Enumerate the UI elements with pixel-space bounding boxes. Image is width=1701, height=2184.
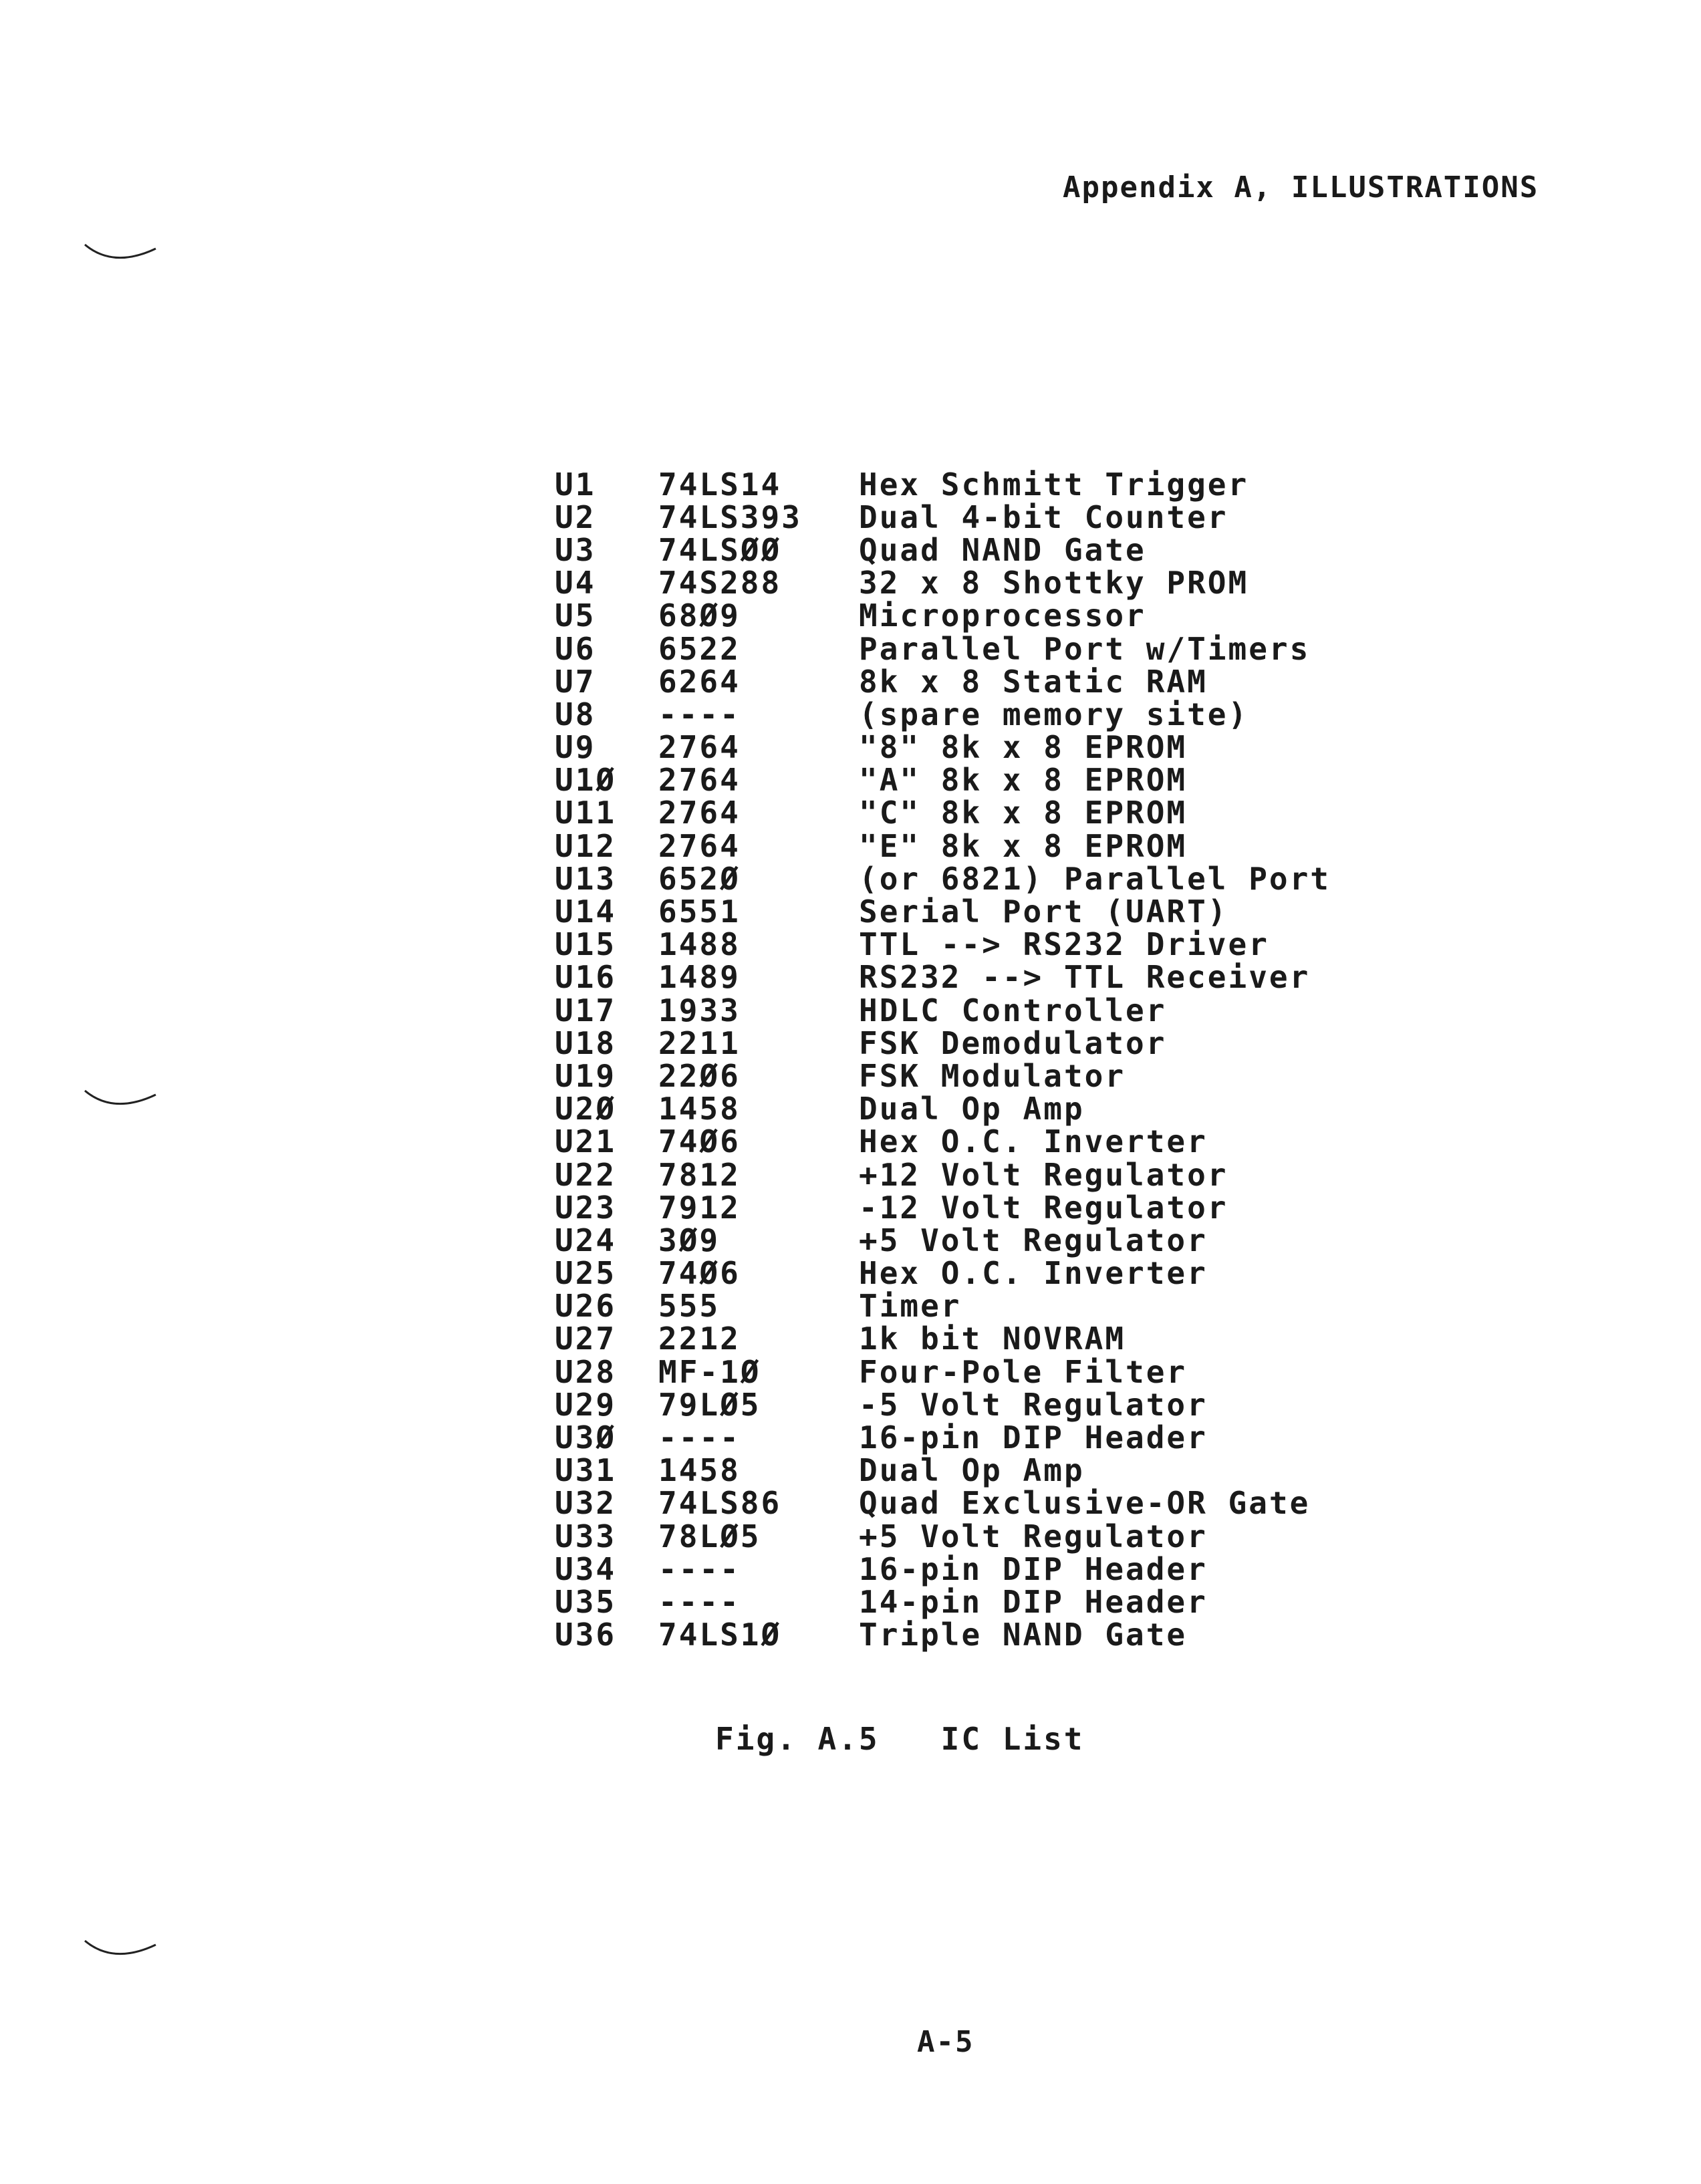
- ic-description: 16-pin DIP Header: [859, 1550, 1208, 1587]
- ic-row: [555, 895, 1331, 928]
- ic-description: -5 Volt Regulator: [859, 1386, 1208, 1423]
- ic-part-number: 74LS86: [658, 1485, 782, 1522]
- ic-part-number: 652Ø: [658, 860, 741, 897]
- ic-part-number: 74S288: [658, 565, 782, 601]
- ic-part-number: 1933: [658, 992, 741, 1029]
- ic-row: [555, 468, 1331, 501]
- binder-hole-mark: [84, 1088, 157, 1115]
- ic-part-number: 6522: [658, 630, 741, 667]
- ic-description: HDLC Controller: [859, 992, 1167, 1029]
- ic-row: [555, 764, 1331, 797]
- ic-ref: U1Ø: [555, 762, 617, 799]
- ic-description: Timer: [859, 1288, 962, 1325]
- ic-part-number: 74LS14: [658, 466, 782, 503]
- ic-row: [555, 1421, 1331, 1454]
- ic-row: [555, 928, 1331, 961]
- ic-part-number: 2764: [658, 827, 741, 864]
- ic-description: 32 x 8 Shottky PROM: [859, 565, 1249, 601]
- binder-hole-mark: [84, 1938, 157, 1965]
- ic-ref: U4: [555, 565, 596, 601]
- ic-ref: U17: [555, 992, 617, 1029]
- ic-description: "A" 8k x 8 EPROM: [859, 762, 1188, 799]
- ic-row: [555, 567, 1331, 599]
- ic-ref: U25: [555, 1255, 617, 1292]
- ic-description: Microprocessor: [859, 597, 1146, 634]
- ic-row: [555, 599, 1331, 632]
- ic-part-number: ----: [658, 1550, 741, 1587]
- ic-part-number: 78LØ5: [658, 1518, 761, 1554]
- ic-row: [555, 1585, 1331, 1618]
- ic-description: Hex O.C. Inverter: [859, 1123, 1208, 1160]
- ic-part-number: ----: [658, 1583, 741, 1620]
- ic-description: Four-Pole Filter: [859, 1353, 1188, 1390]
- page-number: A-5: [917, 2025, 974, 2059]
- ic-part-number: ----: [658, 1419, 741, 1456]
- ic-row: [555, 862, 1331, 895]
- ic-ref: U33: [555, 1518, 617, 1554]
- ic-ref: U9: [555, 729, 596, 766]
- ic-ref: U2Ø: [555, 1091, 617, 1127]
- ic-part-number: 74LS1Ø: [658, 1617, 782, 1653]
- ic-description: 16-pin DIP Header: [859, 1419, 1208, 1456]
- ic-row: [555, 1323, 1331, 1355]
- ic-part-number: 22Ø6: [658, 1057, 741, 1094]
- ic-row: [555, 1224, 1331, 1256]
- ic-row: [555, 1257, 1331, 1290]
- ic-description: +5 Volt Regulator: [859, 1222, 1208, 1258]
- ic-row: [555, 829, 1331, 862]
- ic-part-number: 1458: [658, 1091, 741, 1127]
- ic-part-number: 6264: [658, 663, 741, 700]
- ic-description: Quad Exclusive-OR Gate: [859, 1485, 1311, 1522]
- ic-ref: U1: [555, 466, 596, 503]
- ic-ref: U8: [555, 696, 596, 732]
- ic-part-number: 74Ø6: [658, 1123, 741, 1160]
- figure-caption: Fig. A.5 IC List: [715, 1721, 1085, 1757]
- ic-description: Dual Op Amp: [859, 1452, 1085, 1489]
- ic-description: "8" 8k x 8 EPROM: [859, 729, 1188, 766]
- ic-row: [555, 665, 1331, 698]
- ic-ref: U23: [555, 1189, 617, 1226]
- ic-description: Serial Port (UART): [859, 894, 1228, 930]
- ic-row: [555, 1355, 1331, 1388]
- ic-description: 14-pin DIP Header: [859, 1583, 1208, 1620]
- ic-description: (spare memory site): [859, 696, 1249, 732]
- ic-description: FSK Modulator: [859, 1057, 1126, 1094]
- ic-part-number: 2764: [658, 729, 741, 766]
- ic-description: 8k x 8 Static RAM: [859, 663, 1208, 700]
- ic-row: [555, 1454, 1331, 1487]
- ic-ref: U21: [555, 1123, 617, 1160]
- ic-row: [555, 1059, 1331, 1092]
- ic-description: Triple NAND Gate: [859, 1617, 1188, 1653]
- ic-description: Hex Schmitt Trigger: [859, 466, 1249, 503]
- ic-description: Dual 4-bit Counter: [859, 499, 1228, 535]
- ic-row: [555, 1027, 1331, 1059]
- ic-ref: U27: [555, 1321, 617, 1357]
- ic-ref: U3Ø: [555, 1419, 617, 1456]
- ic-part-number: 2212: [658, 1321, 741, 1357]
- ic-part-number: 7912: [658, 1189, 741, 1226]
- ic-part-number: 1489: [658, 959, 741, 996]
- ic-ref: U31: [555, 1452, 617, 1489]
- ic-row: [555, 797, 1331, 829]
- ic-row: [555, 698, 1331, 730]
- ic-description: -12 Volt Regulator: [859, 1189, 1228, 1226]
- ic-description: TTL --> RS232 Driver: [859, 926, 1269, 963]
- ic-row: [555, 1520, 1331, 1552]
- ic-part-number: 555: [658, 1288, 721, 1325]
- ic-part-number: 1488: [658, 926, 741, 963]
- ic-part-number: 2764: [658, 762, 741, 799]
- ic-ref: U29: [555, 1386, 617, 1423]
- ic-description: RS232 --> TTL Receiver: [859, 959, 1311, 996]
- ic-ref: U3: [555, 531, 596, 568]
- ic-row: [555, 994, 1331, 1027]
- ic-description: "C" 8k x 8 EPROM: [859, 795, 1188, 831]
- ic-ref: U22: [555, 1156, 617, 1193]
- ic-ref: U26: [555, 1288, 617, 1325]
- ic-ref: U36: [555, 1617, 617, 1653]
- ic-part-number: 74LS393: [658, 499, 802, 535]
- ic-part-number: 1458: [658, 1452, 741, 1489]
- ic-ref: U16: [555, 959, 617, 996]
- ic-part-number: 74Ø6: [658, 1255, 741, 1292]
- ic-ref: U24: [555, 1222, 617, 1258]
- page-header: Appendix A, ILLUSTRATIONS: [1063, 170, 1539, 204]
- ic-description: Hex O.C. Inverter: [859, 1255, 1208, 1292]
- ic-ref: U7: [555, 663, 596, 700]
- ic-row: [555, 533, 1331, 566]
- ic-part-number: 68Ø9: [658, 597, 741, 634]
- ic-description: "E" 8k x 8 EPROM: [859, 827, 1188, 864]
- ic-ref: U32: [555, 1485, 617, 1522]
- ic-description: (or 6821) Parallel Port: [859, 860, 1331, 897]
- ic-ref: U28: [555, 1353, 617, 1390]
- ic-row: [555, 1487, 1331, 1520]
- ic-part-number: 79LØ5: [658, 1386, 761, 1423]
- ic-list-table: [555, 468, 1331, 1651]
- binder-hole-mark: [84, 242, 157, 269]
- ic-row: [555, 1552, 1331, 1585]
- ic-part-number: 2211: [658, 1025, 741, 1061]
- ic-description: Parallel Port w/Timers: [859, 630, 1311, 667]
- ic-ref: U18: [555, 1025, 617, 1061]
- ic-part-number: 7812: [658, 1156, 741, 1193]
- ic-part-number: 3Ø9: [658, 1222, 721, 1258]
- ic-row: [555, 1191, 1331, 1224]
- ic-description: Quad NAND Gate: [859, 531, 1146, 568]
- ic-ref: U19: [555, 1057, 617, 1094]
- ic-row: [555, 1388, 1331, 1421]
- ic-ref: U35: [555, 1583, 617, 1620]
- ic-ref: U6: [555, 630, 596, 667]
- ic-description: Dual Op Amp: [859, 1091, 1085, 1127]
- ic-ref: U13: [555, 860, 617, 897]
- ic-ref: U14: [555, 894, 617, 930]
- ic-description: 1k bit NOVRAM: [859, 1321, 1126, 1357]
- ic-ref: U11: [555, 795, 617, 831]
- ic-ref: U12: [555, 827, 617, 864]
- ic-row: [555, 1619, 1331, 1651]
- ic-ref: U15: [555, 926, 617, 963]
- ic-row: [555, 1093, 1331, 1125]
- ic-row: [555, 1125, 1331, 1158]
- ic-part-number: MF-1Ø: [658, 1353, 761, 1390]
- ic-ref: U2: [555, 499, 596, 535]
- ic-part-number: 74LSØØ: [658, 531, 782, 568]
- ic-row: [555, 501, 1331, 533]
- ic-row: [555, 731, 1331, 764]
- ic-ref: U5: [555, 597, 596, 634]
- ic-description: FSK Demodulator: [859, 1025, 1167, 1061]
- ic-part-number: ----: [658, 696, 741, 732]
- ic-description: +5 Volt Regulator: [859, 1518, 1208, 1554]
- ic-row: [555, 1290, 1331, 1323]
- ic-description: +12 Volt Regulator: [859, 1156, 1228, 1193]
- ic-ref: U34: [555, 1550, 617, 1587]
- ic-row: [555, 632, 1331, 665]
- ic-part-number: 6551: [658, 894, 741, 930]
- ic-part-number: 2764: [658, 795, 741, 831]
- ic-row: [555, 1158, 1331, 1191]
- ic-row: [555, 961, 1331, 994]
